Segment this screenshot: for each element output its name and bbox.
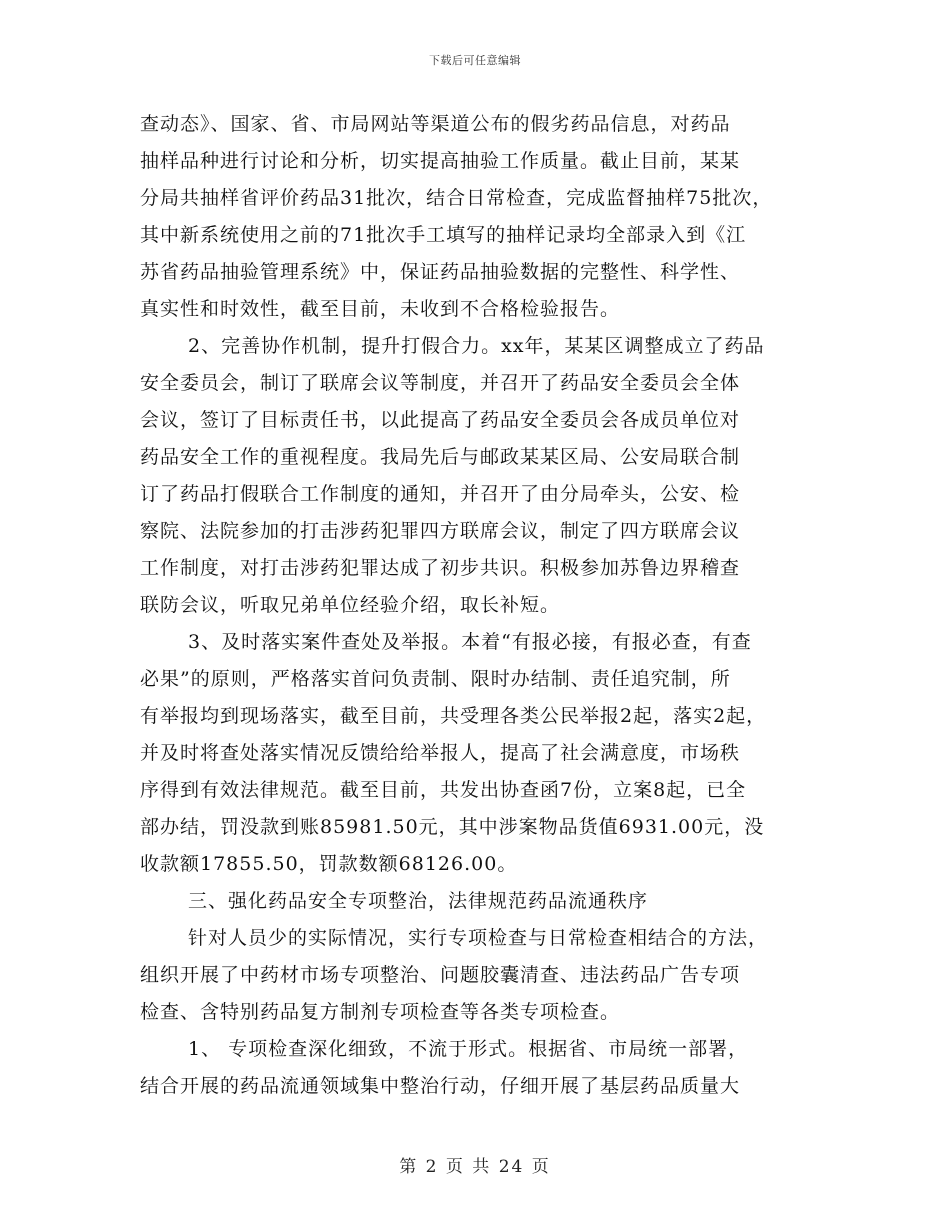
- paragraph-start-line: 3、及时落实案件查处及举报。本着“有报必接，有报必查，有查: [188, 631, 752, 653]
- body-line: 必果”的原则，严格落实首问负责制、限时办结制、责任追究制，所: [140, 668, 731, 690]
- body-line: 察院、法院参加的打击涉药犯罪四方联席会议，制定了四方联席会议: [140, 520, 741, 542]
- body-line: 部办结，罚没款到账85981.50元，其中涉案物品货值6931.00元，没: [140, 816, 765, 838]
- body-line: 其中新系统使用之前的71批次手工填写的抽样记录均全部录入到《江: [140, 224, 747, 246]
- body-line: 订了药品打假联合工作制度的通知，并召开了由分局牵头，公安、检: [140, 483, 741, 505]
- body-line: 会议，签订了目标责任书，以此提高了药品安全委员会各成员单位对: [140, 409, 741, 431]
- page-number: 第 2 页 共 24 页: [399, 1157, 551, 1177]
- page-header: 下载后可任意编辑: [429, 54, 521, 67]
- document-body: [140, 106, 830, 1105]
- body-line: 联防会议，听取兄弟单位经验介绍，取长补短。: [140, 594, 561, 616]
- body-line: 检查、含特别药品复方制剂专项检查等各类专项检查。: [140, 1001, 621, 1023]
- body-line: 药品安全工作的重视程度。我局先后与邮政某某区局、公安局联合制: [140, 446, 741, 468]
- body-line: 真实性和时效性，截至目前，未收到不合格检验报告。: [140, 298, 621, 320]
- body-line: 并及时将查处落实情况反馈给给举报人，提高了社会满意度，市场秩: [140, 742, 741, 764]
- body-line: 有举报均到现场落实，截至目前，共受理各类公民举报2起，落实2起，: [140, 705, 767, 727]
- section-heading: 三、强化药品安全专项整治，法律规范药品流通秩序: [188, 890, 649, 912]
- body-line: 收款额17855.50，罚款数额68126.00。: [140, 853, 518, 875]
- body-line: 结合开展的药品流通领域集中整治行动，仔细开展了基层药品质量大: [140, 1075, 741, 1097]
- body-line: 查动态》、国家、省、市局网站等渠道公布的假劣药品信息，对药品: [140, 113, 731, 135]
- body-line: 安全委员会，制订了联席会议等制度，并召开了药品安全委员会全体: [140, 372, 741, 394]
- body-line: 工作制度，对打击涉药犯罪达成了初步共识。积极参加苏鲁边界稽查: [140, 557, 741, 579]
- body-line: 抽样品种进行讨论和分析，切实提高抽验工作质量。截止目前，某某: [140, 150, 741, 172]
- paragraph-start-line: 1、 专项检查深化细致，不流于形式。根据省、市局统一部署，: [188, 1038, 749, 1060]
- body-line: 组织开展了中药材市场专项整治、问题胶囊清查、违法药品广告专项: [140, 964, 741, 986]
- body-line: 序得到有效法律规范。截至目前，共发出协查函7份，立案8起，已全: [140, 779, 747, 801]
- paragraph-start-line: 针对人员少的实际情况，实行专项检查与日常检查相结合的方法，: [188, 927, 769, 949]
- body-line: 苏省药品抽验管理系统》中，保证药品抽验数据的完整性、科学性、: [140, 261, 741, 283]
- body-line: 分局共抽样省评价药品31批次，结合日常检查，完成监督抽样75批次，: [140, 187, 773, 209]
- paragraph-start-line: 2、完善协作机制，提升打假合力。xx年，某某区调整成立了药品: [188, 335, 765, 357]
